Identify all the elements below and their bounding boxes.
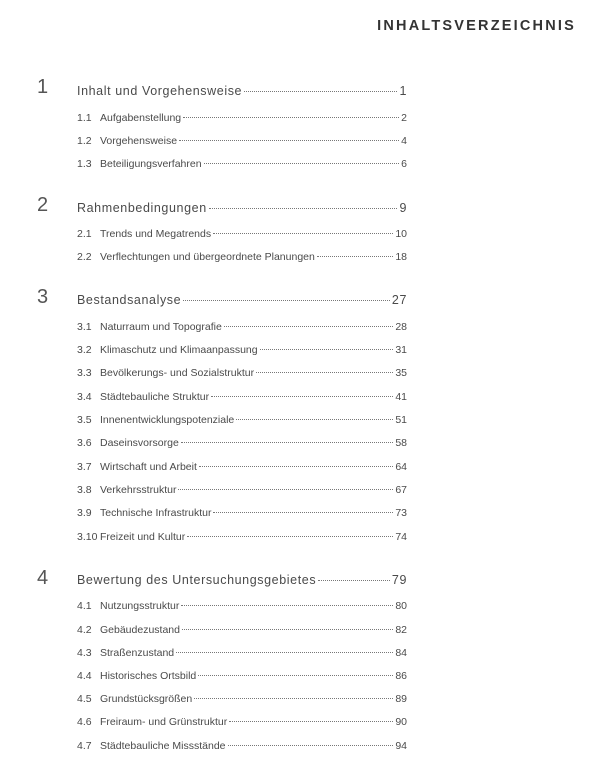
toc-entry-chapter[interactable] (77, 84, 407, 98)
dot-leader (176, 652, 393, 653)
dot-leader (181, 605, 393, 606)
chapter-number: 4 (37, 567, 49, 589)
section-title: Daseinsvorsorge (100, 437, 179, 449)
section-title: Bevölkerungs- und Sozialstruktur (100, 367, 255, 379)
section-title: Gebäudezustand (100, 624, 180, 636)
dot-leader (183, 117, 399, 118)
page-number: 51 (395, 414, 407, 426)
section-title: Technische Infrastruktur (100, 507, 212, 519)
section-title: Naturraum und Topografie (100, 321, 222, 333)
section-title: Trends und Megatrends (100, 228, 212, 240)
section-number: 3.1 (77, 321, 92, 333)
dot-leader (194, 698, 393, 699)
section-title: Nutzungsstruktur (100, 600, 180, 612)
section-title: Klimaschutz und Klimaanpassung (100, 344, 258, 356)
page-number: 2 (401, 112, 407, 124)
section-title: Aufgabenstellung (100, 112, 182, 124)
toc-entry-section[interactable] (77, 624, 407, 636)
page-number: 31 (395, 344, 407, 356)
chapter-number: 1 (37, 76, 49, 98)
dot-leader (317, 256, 393, 257)
section-title: Wirtschaft und Arbeit (100, 461, 197, 473)
toc-entry-section[interactable] (77, 437, 407, 449)
dot-leader (181, 442, 394, 443)
section-number: 3.3 (77, 367, 92, 379)
toc-entry-section[interactable] (77, 112, 407, 124)
toc-entry-section[interactable] (77, 251, 407, 263)
dot-leader (183, 300, 390, 301)
page-number: 90 (395, 716, 407, 728)
section-number: 3.5 (77, 414, 92, 426)
chapter-title: Rahmenbedingungen (77, 201, 207, 215)
dot-leader (213, 233, 393, 234)
section-title: Grundstücksgrößen (100, 693, 193, 705)
chapter-title: Bewertung des Untersuchungsgebietes (77, 573, 317, 587)
page-number: 84 (395, 647, 407, 659)
section-title: Städtebauliche Struktur (100, 391, 210, 403)
page-number: 67 (395, 484, 407, 496)
toc-entry-chapter[interactable] (77, 201, 407, 215)
section-number: 2.2 (77, 251, 92, 263)
dot-leader (211, 396, 393, 397)
dot-leader (318, 580, 390, 581)
section-title: Vorgehensweise (100, 135, 178, 147)
page-number: 9 (399, 201, 407, 215)
page-number: 27 (391, 293, 407, 307)
dot-leader (209, 208, 398, 209)
section-number: 4.6 (77, 716, 92, 728)
toc-entry-section[interactable] (77, 461, 407, 473)
dot-leader (204, 163, 400, 164)
toc-entry-section[interactable] (77, 484, 407, 496)
page-number: 58 (395, 437, 407, 449)
section-number: 4.7 (77, 740, 92, 752)
section-number: 4.5 (77, 693, 92, 705)
page-number: 4 (401, 135, 407, 147)
dot-leader (228, 745, 394, 746)
toc-entry-chapter[interactable] (77, 293, 407, 307)
toc-entry-section[interactable] (77, 414, 407, 426)
toc-entry-section[interactable] (77, 647, 407, 659)
page-number: 41 (395, 391, 407, 403)
section-number: 4.4 (77, 670, 92, 682)
section-title: Historisches Ortsbild (100, 670, 197, 682)
page-number: 86 (395, 670, 407, 682)
dot-leader (260, 349, 394, 350)
section-number: 4.2 (77, 624, 92, 636)
page-number: 18 (395, 251, 407, 263)
section-title: Verflechtungen und übergeordnete Planungen (100, 251, 315, 263)
page-number: 79 (391, 573, 407, 587)
page-title: INHALTSVERZEICHNIS (377, 18, 576, 34)
chapter-title: Bestandsanalyse (77, 293, 182, 307)
toc-entry-section[interactable] (77, 716, 407, 728)
section-number: 1.2 (77, 135, 92, 147)
page-number: 64 (395, 461, 407, 473)
page-number: 6 (401, 158, 407, 170)
dot-leader (178, 489, 393, 490)
section-number: 2.1 (77, 228, 92, 240)
toc-entry-section[interactable] (77, 693, 407, 705)
section-number: 4.1 (77, 600, 92, 612)
page-number: 10 (395, 228, 407, 240)
dot-leader (229, 721, 393, 722)
page-number: 80 (395, 600, 407, 612)
toc-entry-section[interactable] (77, 507, 407, 519)
page-number: 73 (395, 507, 407, 519)
toc-entry-section[interactable] (77, 391, 407, 403)
section-number: 3.9 (77, 507, 92, 519)
section-title: Städtebauliche Missstände (100, 740, 226, 752)
dot-leader (213, 512, 393, 513)
dot-leader (179, 140, 399, 141)
page-number: 89 (395, 693, 407, 705)
toc-entry-section[interactable] (77, 367, 407, 379)
toc-entry-section[interactable] (77, 228, 407, 240)
page-number: 82 (395, 624, 407, 636)
dot-leader (198, 675, 393, 676)
toc-entry-section[interactable] (77, 321, 407, 333)
section-title: Beteiligungsverfahren (100, 158, 202, 170)
toc-entry-section[interactable] (77, 600, 407, 612)
section-number: 1.1 (77, 112, 92, 124)
toc-entry-section[interactable] (77, 670, 407, 682)
page-number: 74 (395, 531, 407, 543)
section-number: 3.10 (77, 531, 98, 543)
chapter-title: Inhalt und Vorgehensweise (77, 84, 243, 98)
toc-entry-section[interactable] (77, 740, 407, 752)
chapter-number: 3 (37, 286, 49, 308)
dot-leader (244, 91, 397, 92)
section-number: 3.8 (77, 484, 92, 496)
section-title: Straßenzustand (100, 647, 175, 659)
section-title: Innenentwicklungspotenziale (100, 414, 235, 426)
page-number: 35 (395, 367, 407, 379)
toc-entry-chapter[interactable] (77, 573, 407, 587)
page-number: 1 (399, 84, 407, 98)
toc-entry-section[interactable] (77, 135, 407, 147)
dot-leader (187, 536, 393, 537)
toc-entry-section[interactable] (77, 531, 407, 543)
section-number: 1.3 (77, 158, 92, 170)
section-title: Freizeit und Kultur (100, 531, 186, 543)
toc-entry-section[interactable] (77, 344, 407, 356)
dot-leader (199, 466, 393, 467)
section-number: 3.7 (77, 461, 92, 473)
section-number: 3.4 (77, 391, 92, 403)
dot-leader (256, 372, 393, 373)
section-number: 4.3 (77, 647, 92, 659)
chapter-number: 2 (37, 194, 49, 216)
section-title: Verkehrsstruktur (100, 484, 177, 496)
page-number: 28 (395, 321, 407, 333)
dot-leader (182, 629, 393, 630)
dot-leader (236, 419, 393, 420)
dot-leader (224, 326, 394, 327)
section-title: Freiraum- und Grünstruktur (100, 716, 228, 728)
section-number: 3.6 (77, 437, 92, 449)
page-number: 94 (395, 740, 407, 752)
toc-entry-section[interactable] (77, 158, 407, 170)
section-number: 3.2 (77, 344, 92, 356)
